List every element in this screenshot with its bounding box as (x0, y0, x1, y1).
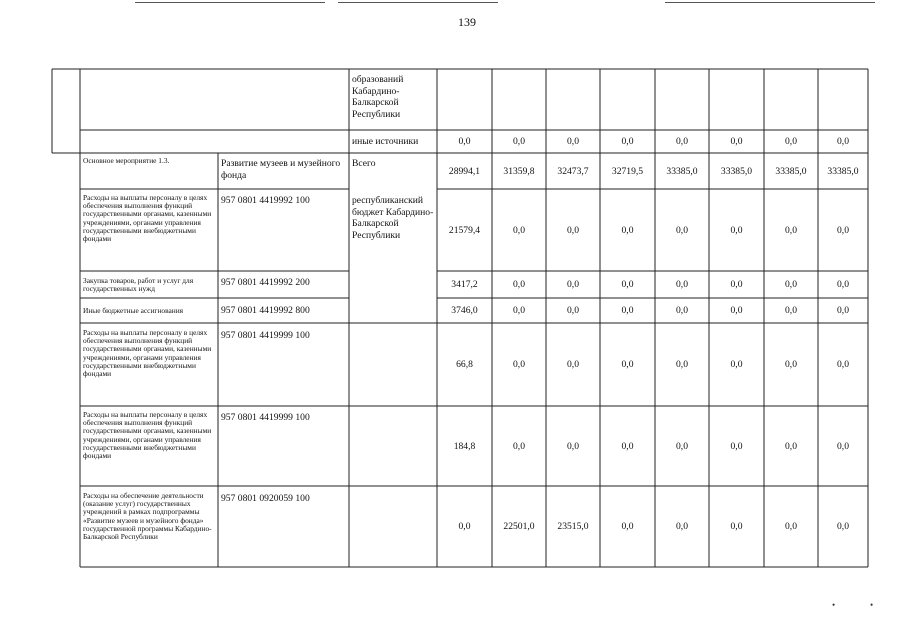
row8-value-8: 0,0 (837, 521, 849, 532)
row0-source: образований Кабардино-Балкарской Республики (352, 74, 404, 120)
row3-value-7: 0,0 (785, 224, 797, 236)
header-rule-left (135, 2, 325, 3)
page-number: 139 (458, 15, 476, 29)
row3-value-2: 0,0 (513, 224, 525, 236)
row5-value-6: 0,0 (730, 305, 743, 316)
row6-value-8: 0,0 (837, 359, 849, 370)
header-rule-right (665, 2, 875, 3)
row7-value-8: 0,0 (837, 440, 849, 452)
row5-description: Иные бюджетные ассигнования (83, 306, 184, 315)
scan-speck-1: • (832, 600, 836, 610)
row1-value-4: 0,0 (621, 136, 634, 147)
row2-source: Всего (352, 158, 376, 169)
row4-value-3: 0,0 (567, 279, 579, 290)
row6-value-1: 66,8 (456, 359, 473, 370)
row1-value-1: 0,0 (458, 136, 471, 147)
row2-code: Развитие музеев и музейного фонда (221, 158, 341, 181)
row1-value-6: 0,0 (730, 136, 743, 147)
row7-value-1: 184,8 (453, 440, 476, 452)
row4-code: 957 0801 4419992 200 (221, 277, 310, 288)
row2-value-2: 31359,8 (503, 165, 535, 177)
row8-code: 957 0801 0920059 100 (221, 493, 310, 504)
row3-source: республиканский бюджет Кабардино-Балкарской Республики (352, 195, 434, 241)
row6-code: 957 0801 4419999 100 (221, 330, 310, 341)
row8-value-3: 23515,0 (557, 521, 589, 532)
row7-value-2: 0,0 (513, 440, 525, 452)
row3-value-8: 0,0 (837, 224, 849, 236)
row4-value-7: 0,0 (785, 279, 797, 290)
row2-value-6: 33385,0 (720, 165, 753, 177)
row1-value-3: 0,0 (567, 136, 579, 147)
row5-value-7: 0,0 (785, 305, 797, 316)
row4-value-6: 0,0 (730, 279, 743, 290)
row8-value-6: 0,0 (730, 521, 743, 532)
row3-value-3: 0,0 (567, 224, 579, 236)
row3-value-1: 21579,4 (448, 224, 481, 236)
row6-value-3: 0,0 (567, 359, 579, 370)
row7-value-7: 0,0 (785, 440, 797, 452)
row4-value-8: 0,0 (837, 279, 849, 290)
row2-value-5: 33385,0 (666, 165, 698, 177)
row2-value-4: 32719,5 (611, 165, 644, 177)
row5-value-5: 0,0 (676, 305, 688, 316)
row7-value-4: 0,0 (621, 440, 634, 452)
row1-value-2: 0,0 (513, 136, 525, 147)
row7-description: Расходы на выплаты персоналу в целях обеспечения выполнения функций государственными органами, казенными учреждениями, органами управления государственными внебюджетными фондами (83, 410, 212, 461)
row1-value-5: 0,0 (676, 136, 688, 147)
row4-value-2: 0,0 (513, 279, 525, 290)
row6-value-4: 0,0 (621, 359, 634, 370)
row7-value-5: 0,0 (676, 440, 688, 452)
row6-value-2: 0,0 (513, 359, 525, 370)
row3-value-5: 0,0 (676, 224, 688, 236)
row5-value-8: 0,0 (837, 305, 849, 316)
row2-value-7: 33385,0 (775, 165, 807, 177)
row3-description: Расходы на выплаты персоналу в целях обеспечения выполнения функций государственными органами, казенными учреждениями, органами управления государственными внебюджетными фондами (83, 193, 212, 244)
row7-code: 957 0801 4419999 100 (221, 412, 310, 423)
row7-value-6: 0,0 (730, 440, 743, 452)
row4-value-4: 0,0 (621, 279, 634, 290)
row5-value-4: 0,0 (621, 305, 634, 316)
row5-value-2: 0,0 (513, 305, 525, 316)
row6-description: Расходы на выплаты персоналу в целях обеспечения выполнения функций государственными органами, казенными учреждениями, органами управления государственными внебюджетными фондами (83, 328, 212, 379)
row1-source: иные источники (352, 136, 419, 147)
row2-value-3: 32473,7 (557, 165, 589, 177)
header-rule-mid (338, 2, 498, 3)
row6-value-6: 0,0 (730, 359, 743, 370)
row8-value-1: 0,0 (458, 521, 471, 532)
row8-value-4: 0,0 (621, 521, 634, 532)
row8-value-7: 0,0 (785, 521, 797, 532)
row2-value-8: 33385,0 (827, 165, 859, 177)
row8-value-5: 0,0 (676, 521, 688, 532)
row3-code: 957 0801 4419992 100 (221, 195, 310, 206)
row3-value-4: 0,0 (621, 224, 634, 236)
row5-value-3: 0,0 (567, 305, 579, 316)
row2-description: Основное мероприятие 1.3. (83, 156, 170, 165)
row5-code: 957 0801 4419992 800 (221, 305, 310, 316)
row1-value-7: 0,0 (785, 136, 797, 147)
row4-value-5: 0,0 (676, 279, 688, 290)
row8-description: Расходы на обеспечение деятельности (оказание услуг) государственных учреждений в рамках подпрограммы «Развитие музеев и музейного фонда» государственной программы Кабардино-Балкарской Республики (83, 491, 212, 542)
row4-value-1: 3417,2 (451, 279, 478, 290)
row4-description: Закупка товаров, работ и услуг для государственных нужд (83, 276, 194, 294)
row6-value-5: 0,0 (676, 359, 688, 370)
row8-value-2: 22501,0 (503, 521, 535, 532)
row7-value-3: 0,0 (567, 440, 579, 452)
row3-value-6: 0,0 (730, 224, 743, 236)
row5-value-1: 3746,0 (451, 305, 478, 316)
scan-speck-2: • (870, 600, 874, 610)
row2-value-1: 28994,1 (448, 165, 481, 177)
row1-value-8: 0,0 (837, 136, 849, 147)
row6-value-7: 0,0 (785, 359, 797, 370)
